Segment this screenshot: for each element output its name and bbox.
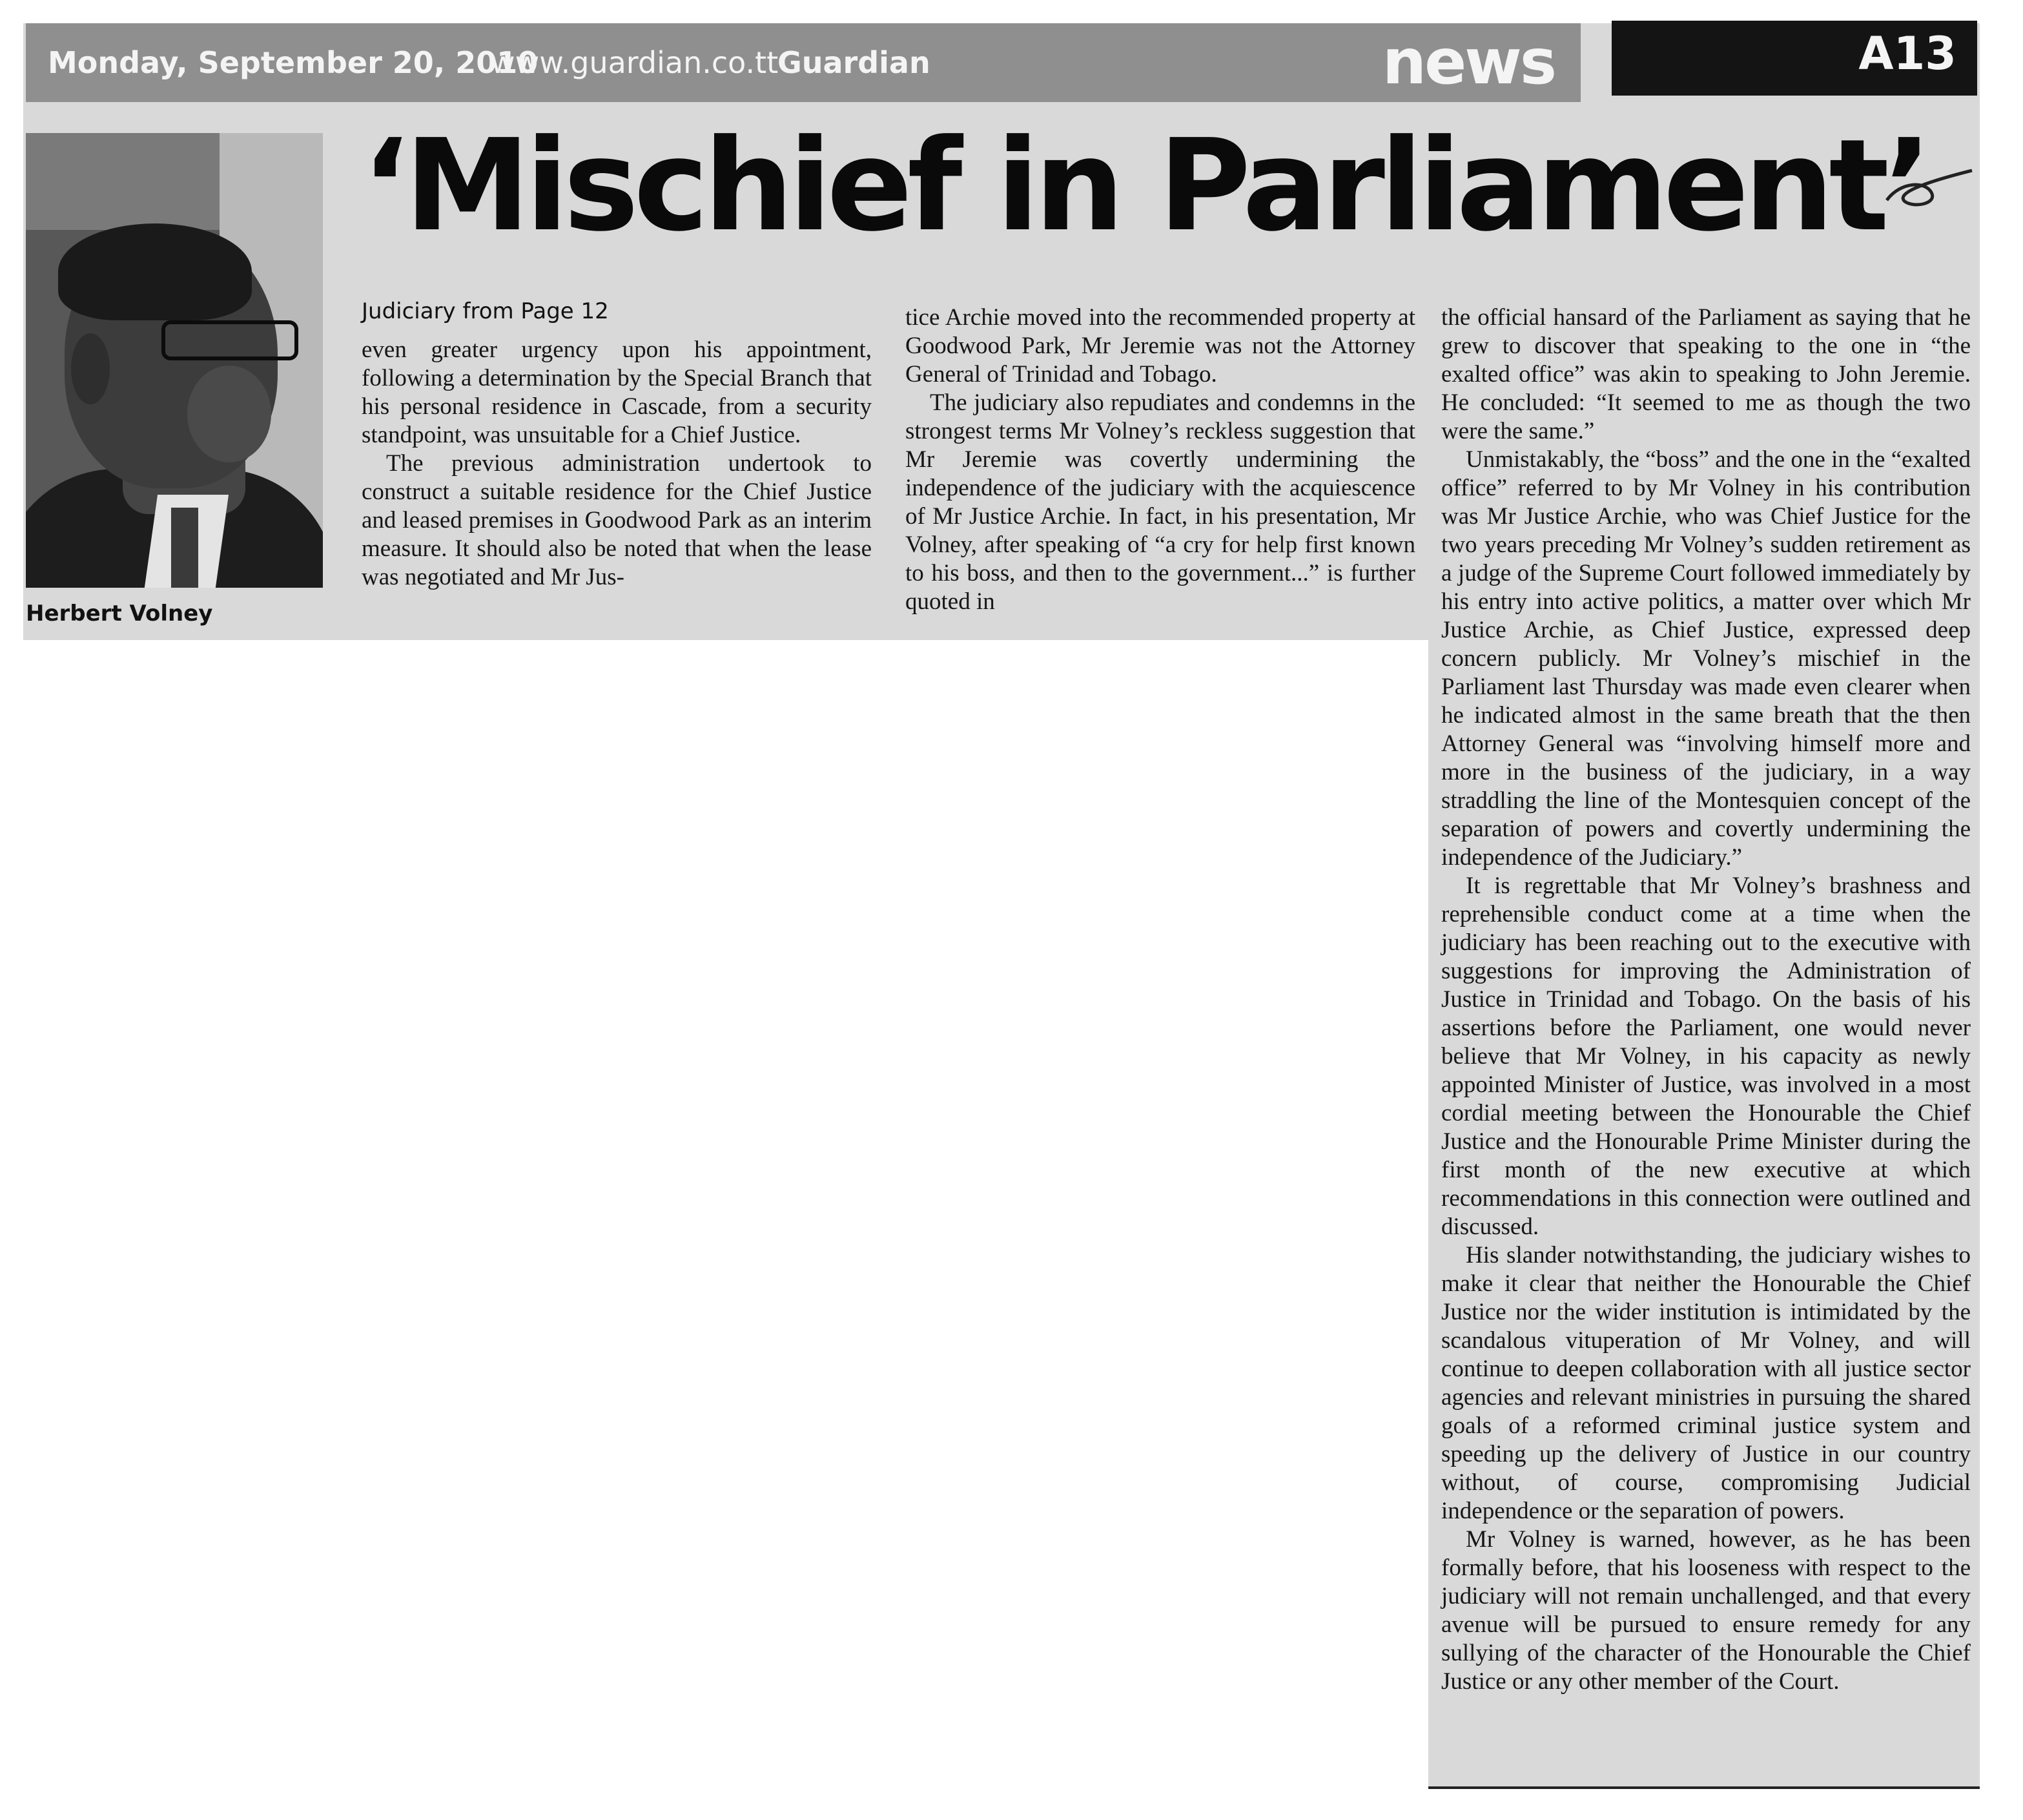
- paragraph: The judiciary also repudiates and condemns in the strongest terms Mr Volney’s reckless suggestion that Mr Jeremie was covertly undermining the independence of the judiciary with the acquiescence of Mr Justice Archie. In fact, in his presentation, Mr Volney, after speaking of “a cry for help first known to his boss, and then to the government...” is further quoted in: [905, 389, 1415, 615]
- pen-mark-scribble: [1882, 161, 1978, 220]
- paragraph: the official hansard of the Parliament as saying that he grew to discover that speaking to the one in “the exalted office” was akin to speaking to John Jeremie. He concluded: “It seemed to me as though the two were the same.”: [1441, 304, 1971, 444]
- page-number-box: [1612, 21, 1977, 96]
- masthead-url: www.guardian.co.tt: [491, 45, 779, 80]
- paragraph: Unmistakably, the “boss” and the one in the “exalted office” referred to by Mr Volney in his contribution was Mr Justice Archie, who was Chief Justice for the two years preceding Mr Volney’s sudden retirement as a judge of the Supreme Court followed immediately by his entry into active politics, a matter over which Mr Justice Archie, as Chief Justice, expressed deep concern publicly. Mr Volney’s mischief in the Parliament last Thursday was made even clearer when he indicated almost in the same breath that the then Attorney General was “involving himself more and more in the business of the judiciary, in a way straddling the line of the Montesquien concept of the separation of powers and covertly undermining the independence of the Judiciary.”: [1441, 446, 1971, 871]
- paragraph: The previous administration undertook to construct a suitable residence for the Chief Justice and leased premises in Goodwood Park as an interim measure. It should also be noted that when the lease was negotiated and Mr Jus-: [362, 450, 872, 590]
- bottom-rule: [1428, 1786, 1980, 1789]
- article-column-1: [362, 336, 872, 592]
- masthead-bar: [26, 23, 1581, 102]
- paragraph: Mr Volney is warned, however, as he has been formally before, that his looseness with respect to the judiciary will not remain unchallenged, and that every avenue will be pursued to ensure remedy for any sullying of the character of the Honourable the Chief Justice or any other member of the Court.: [1441, 1526, 1971, 1695]
- paragraph: His slander notwithstanding, the judiciary wishes to make it clear that neither the Honourable the Chief Justice nor the wider institution is intimidated by the scandalous vituperation of Mr Volney, and will continue to deepen collaboration with all justice sector agencies and relevant ministries in pursuing the shared goals of a reformed criminal justice system and speeding up the delivery of Justice in our country without, of course, compromising Judicial independence or the separation of powers.: [1441, 1242, 1971, 1524]
- masthead-date: Monday, September 20, 2010: [48, 45, 539, 80]
- page-number: A13: [1858, 27, 1956, 80]
- masthead-brand: Guardian: [777, 45, 930, 80]
- portrait-photo: [26, 133, 323, 588]
- paragraph: It is regrettable that Mr Volney’s brashness and reprehensible conduct come at a time when the judiciary has been reaching out to the executive with suggestions for improving the Administration of Justice in Trinidad and Tobago. On the basis of his assertions before the Parliament, one would never believe that Mr Volney, in his capacity as newly appointed Minister of Justice, was involved in a most cordial meeting between the Honourable the Chief Justice and the Honourable Prime Minister during the first month of the new executive at which recommendations in this connection were outlined and discussed.: [1441, 873, 1971, 1240]
- article-column-2: [905, 304, 1415, 616]
- paragraph: even greater urgency upon his appointment, following a determination by the Special Branch that his personal residence in Cascade, from a security standpoint, was unsuitable for a Chief Justice.: [362, 336, 872, 448]
- continued-from-label: Judiciary from Page 12: [362, 298, 609, 324]
- article-column-3: [1441, 304, 1971, 1696]
- article-headline: ‘Mischief in Parliament’: [362, 112, 1927, 260]
- masthead-section: news: [1382, 26, 1555, 98]
- paragraph: tice Archie moved into the recommended property at Goodwood Park, Mr Jeremie was not the Attorney General of Trinidad and Tobago.: [905, 304, 1415, 388]
- photo-caption: Herbert Volney: [26, 601, 213, 626]
